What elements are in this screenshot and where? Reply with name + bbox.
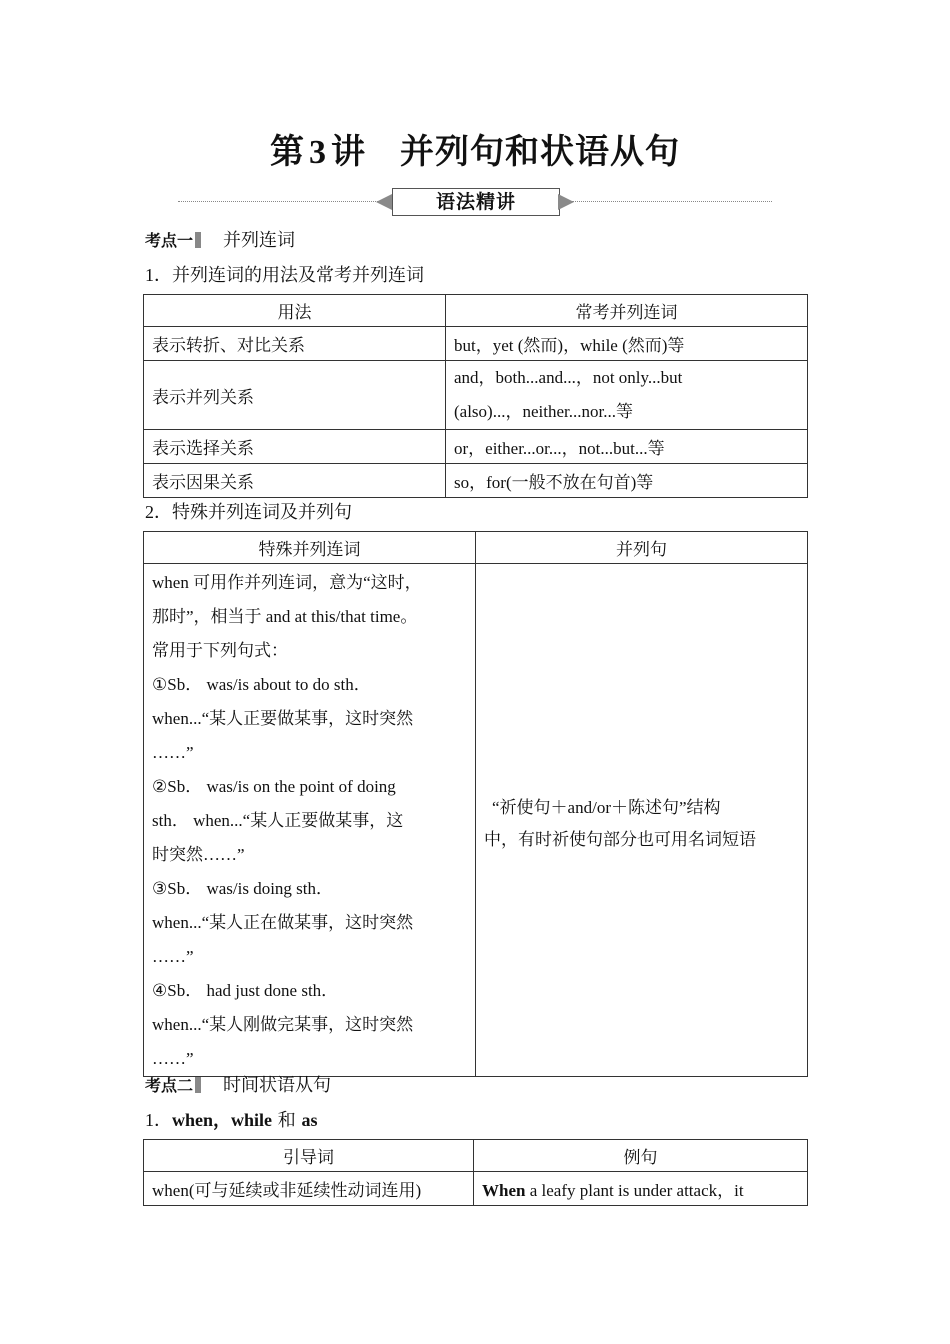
banner-label: 语法精讲 xyxy=(392,188,560,216)
table-row: 表示并列关系 and，both...and...，not only...but (also)...，neither...nor...等 xyxy=(144,361,808,430)
table-header: 并列句 xyxy=(476,532,808,564)
banner-arrow-right-icon xyxy=(558,194,574,210)
table-row: when 可用作并列连词，意为“这时， 那时”，相当于 and at this/that time。 常用于下列句式： ①Sb． was/is about to do sth． when...“某人正要做某事，这时突然 ……” ②Sb． was/is on the point of doing sth． when...“某人正要做某事，这 时突然……” ③Sb． was/is doing sth． when...“某人正在做某事，这时突然 ……” ④Sb． had just done sth． when...“某人刚做完某事，这时突然 ……” “祈使句＋and/or＋陈述句”结构 中，有时祈使句部分也可用名词短语 xyxy=(144,564,808,1077)
subheading-2: 2．特殊并列连词及并列句 xyxy=(145,502,352,523)
table-header: 用法 xyxy=(144,295,446,327)
banner-arrow-left-icon xyxy=(376,194,392,210)
table-row: when(可与延续或非延续性动词连用) When a leafy plant is under attack，it xyxy=(144,1172,808,1206)
marker-bar-icon xyxy=(195,232,201,248)
subheading-3: 1．when，while 和 as xyxy=(145,1110,318,1131)
table-header: 例句 xyxy=(474,1140,808,1172)
marker-bar-icon xyxy=(195,1077,201,1093)
subheading-1: 1．并列连词的用法及常考并列连词 xyxy=(145,265,424,286)
table-header: 引导词 xyxy=(144,1140,474,1172)
table-row: 表示选择关系 or，either...or...，not...but...等 xyxy=(144,430,808,464)
table-row: 表示因果关系 so，for(一般不放在句首)等 xyxy=(144,464,808,498)
kaodian-one-heading: 考点一 并列连词 xyxy=(145,230,296,251)
special-conjunction-table xyxy=(143,531,808,1077)
table-header: 常考并列连词 xyxy=(446,295,808,327)
table-row: 表示转折、对比关系 but，yet (然而)，while (然而)等 xyxy=(144,327,808,361)
divider-left xyxy=(178,201,378,202)
page-title: 第 3 讲 并列句和状语从句 xyxy=(270,132,680,172)
time-clause-table xyxy=(143,1139,808,1206)
kaodian-two-heading: 考点二 时间状语从句 xyxy=(145,1075,332,1096)
conjunction-table xyxy=(143,294,808,498)
divider-right xyxy=(572,201,772,202)
section-banner xyxy=(178,186,772,218)
table-header: 特殊并列连词 xyxy=(144,532,476,564)
